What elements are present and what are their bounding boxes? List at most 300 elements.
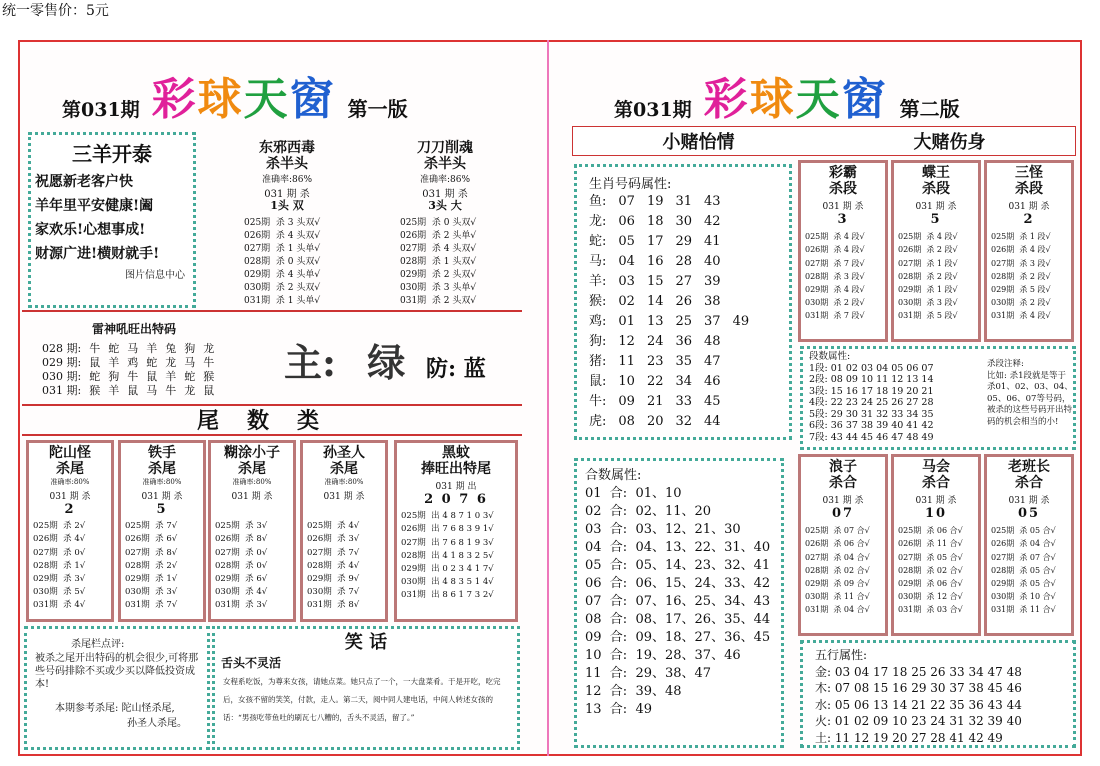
zodiac-row <box>583 192 755 212</box>
thunder-cell: 龙 <box>203 342 215 355</box>
zodiac-cell: 龙: <box>589 214 607 229</box>
panel-subtitle: 杀合 <box>922 475 950 492</box>
zodiac-cell: 15 <box>646 274 664 289</box>
zodiac-cell: 42 <box>704 214 721 229</box>
panel-title: 铁手 <box>148 445 176 461</box>
zodiac-cell: 猴: <box>589 294 607 309</box>
zodiac-cell: 11 <box>618 354 635 369</box>
wuxing-row: 金: 03 04 17 18 25 26 33 34 47 48 <box>815 664 1022 679</box>
thunder-cell: 蛇 <box>146 356 158 369</box>
record-line: 029期 杀 1 段√ <box>898 285 958 294</box>
panel-pick: 07 <box>831 506 855 522</box>
zodiac-cell: 41 <box>704 234 721 249</box>
zodiac-cell: 18 <box>646 214 664 229</box>
zodiac-row <box>583 292 755 312</box>
record-line: 030期 杀 2 头双√ <box>244 282 321 293</box>
record-list <box>894 230 978 322</box>
zodiac-row <box>583 252 755 272</box>
greeting-lines <box>31 170 193 266</box>
zodiac-cell: 05 <box>618 234 635 249</box>
combo-kill-row <box>798 454 1076 636</box>
zodiac-cell: 13 <box>646 314 664 329</box>
combo-row: 08 合: 08、17、26、35、44 <box>585 612 771 627</box>
record-line: 026期 杀 2 头单√ <box>400 230 477 241</box>
record-line: 025期 杀 2√ <box>33 521 86 532</box>
motto-banner <box>572 126 1076 156</box>
record-line: 031期 杀 7√ <box>125 600 178 611</box>
zodiac-cell: 33 <box>675 394 693 409</box>
zodiac-cell: 06 <box>618 214 635 229</box>
wuxing-row: 水: 05 06 13 14 21 22 35 36 43 44 <box>815 697 1022 712</box>
issue-number: 第031期 <box>62 99 140 121</box>
backup-value: 蓝 <box>463 356 486 382</box>
record-line: 026期 杀 8√ <box>215 534 268 545</box>
logo-char: 球 <box>749 74 796 125</box>
record-line: 028期 杀 0 头双√ <box>244 256 321 267</box>
zodiac-row <box>583 352 755 372</box>
edition-label: 第二版 <box>899 97 960 121</box>
combo-row: 13 合: 49 <box>585 702 652 717</box>
zodiac-cell: 43 <box>704 194 721 209</box>
record-list <box>211 520 293 612</box>
thunder-cell: 蛇 <box>89 370 101 383</box>
thunder-table <box>38 342 218 398</box>
panel-title: 黑蚊 <box>442 445 470 461</box>
zodiac-cell: 44 <box>704 414 721 429</box>
combo-list <box>577 461 781 719</box>
accuracy: 准确率:86% <box>419 175 471 186</box>
panel-title: 糊涂小子 <box>224 445 280 461</box>
panel-issue: 031 期 杀 <box>231 492 273 503</box>
record-list <box>397 510 515 602</box>
logo-char: 彩 <box>703 74 750 125</box>
main-label: 主: <box>284 340 337 385</box>
record-line: 031期 杀 5 段√ <box>898 311 958 321</box>
kill-panel <box>891 160 981 342</box>
thunder-cell: 鼠 <box>127 384 139 397</box>
greeting-footer: 图片信息中心 <box>125 270 185 281</box>
record-line: 028期 杀 2√ <box>125 560 178 571</box>
zodiac-cell: 猪: <box>589 354 607 369</box>
greeting-title: 三羊开泰 <box>72 142 152 166</box>
col-issue: 031 期 杀 <box>422 189 468 201</box>
record-line: 028期 杀 2 段√ <box>991 271 1051 281</box>
record-line: 030期 杀 3 段√ <box>898 298 958 308</box>
record-line: 031期 出 8 6 1 7 3 2√ <box>401 590 494 601</box>
right-header <box>614 62 960 125</box>
panel-pick: 10 <box>924 506 948 522</box>
zodiac-cell: 26 <box>675 294 693 309</box>
record-line: 029期 杀 5 段√ <box>991 285 1051 294</box>
zodiac-row <box>583 412 755 432</box>
zodiac-cell <box>727 332 756 352</box>
thunder-cell: 羊 <box>146 342 158 355</box>
zodiac-cell: 04 <box>618 254 635 269</box>
record-line: 025期 杀 1 段√ <box>991 232 1051 242</box>
zodiac-cell: 37 <box>704 314 721 329</box>
thunder-cell: 030 期: <box>42 370 82 383</box>
greeting-line: 祝愿新老客户快 <box>35 174 133 190</box>
panel-pick: 5 <box>156 502 168 518</box>
zodiac-cell: 38 <box>704 294 721 309</box>
col-pick: 1头 双 <box>270 199 304 213</box>
segattr-row: 1段: 01 02 03 04 05 06 07 <box>809 362 934 374</box>
zodiac-cell: 21 <box>646 394 664 409</box>
panel-issue: 031 期 杀 <box>1008 496 1050 507</box>
record-line: 027期 杀 3 段√ <box>991 258 1051 268</box>
combo-row: 03 合: 03、12、21、30 <box>585 522 741 537</box>
combo-row: 05 合: 05、14、23、32、41 <box>585 558 771 573</box>
panel-subtitle: 杀尾 <box>56 461 84 478</box>
wuxing-row: 土: 11 12 19 20 27 28 41 42 49 <box>815 730 1003 745</box>
zodiac-cell: 蛇: <box>589 234 607 249</box>
record-line: 029期 杀 4 头单√ <box>244 269 321 280</box>
panel-issue: 031 期 杀 <box>822 202 864 213</box>
thunder-cell: 羊 <box>108 356 120 369</box>
zodiac-cell: 虎: <box>589 414 607 429</box>
combo-row: 04 合: 04、13、22、31、40 <box>585 540 771 555</box>
kill-panel <box>984 160 1074 342</box>
record-line: 030期 出 4 8 3 5 1 4√ <box>401 577 494 588</box>
record-line: 028期 杀 1 头双√ <box>400 256 477 267</box>
panel-issue: 031 期 杀 <box>915 202 957 213</box>
zodiac-cell: 12 <box>618 334 635 349</box>
record-line: 030期 杀 12 合√ <box>898 592 963 602</box>
record-line: 029期 杀 05 合√ <box>991 579 1056 588</box>
thunder-cell: 蛇 <box>108 342 120 355</box>
thunder-cell: 鸡 <box>127 356 139 369</box>
record-line: 026期 杀 2 段√ <box>898 245 958 255</box>
thunder-cell: 029 期: <box>42 356 82 369</box>
tail-kill-row <box>26 440 526 622</box>
col-title: 刀刀削魂 <box>417 140 473 156</box>
panel-pick: 05 <box>1017 506 1041 522</box>
panel-issue: 031 期 杀 <box>822 496 864 507</box>
zodiac-cell: 19 <box>646 194 664 209</box>
panel-subtitle: 杀尾 <box>148 461 176 478</box>
record-line: 027期 杀 1 段√ <box>898 258 958 268</box>
wuxing-title: 五行属性: <box>815 648 868 662</box>
segattr-row: 6段: 36 37 38 39 40 41 42 <box>809 420 934 431</box>
record-line: 030期 杀 5√ <box>33 587 86 598</box>
panel-issue: 031 期 杀 <box>1008 202 1050 213</box>
record-line: 028期 杀 02 合√ <box>898 565 963 575</box>
backup-color <box>426 352 486 383</box>
record-line: 027期 杀 8√ <box>125 547 178 558</box>
col-pick: 3头 大 <box>428 199 462 213</box>
segattr-row: 2段: 08 09 10 11 12 13 14 <box>809 374 934 385</box>
thunder-cell: 兔 <box>165 342 177 355</box>
combo-row: 10 合: 19、28、37、46 <box>585 648 741 663</box>
zodiac-cell: 16 <box>646 254 664 269</box>
zodiac-cell: 29 <box>675 234 693 249</box>
joke-box <box>212 626 520 750</box>
retail-price: 统一零售价：5元 <box>2 3 109 19</box>
edition-label: 第一版 <box>347 97 408 121</box>
record-list <box>222 217 352 308</box>
record-line: 030期 杀 4√ <box>215 587 268 598</box>
record-list <box>303 520 385 612</box>
thunder-box <box>22 310 522 406</box>
panel-issue: 031 期 出 <box>435 482 477 493</box>
record-line: 029期 杀 3√ <box>33 574 86 584</box>
panel-title: 马会 <box>922 459 950 475</box>
thunder-cell: 蛇 <box>184 370 196 383</box>
logo-char: 天 <box>795 74 842 125</box>
record-list <box>380 217 510 308</box>
backup-label: 防: <box>426 356 457 382</box>
zodiac-cell: 23 <box>646 354 664 369</box>
record-line: 030期 杀 3 头单√ <box>400 282 477 293</box>
record-line: 027期 杀 7√ <box>307 547 360 558</box>
kill-head-col-1 <box>222 140 352 308</box>
zodiac-row <box>583 212 755 232</box>
thunder-title: 雷神吼旺出特码 <box>92 322 177 336</box>
record-line: 025期 杀 07 合√ <box>805 526 870 536</box>
zodiac-cell: 35 <box>675 354 693 369</box>
record-line: 031期 杀 2 头双√ <box>400 295 477 306</box>
combo-row: 07 合: 07、16、25、34、43 <box>585 594 771 609</box>
panel-title: 三怪 <box>1015 165 1043 181</box>
comment-ref <box>27 693 207 714</box>
zodiac-cell: 46 <box>704 374 721 389</box>
record-line: 029期 杀 9√ <box>307 574 360 584</box>
zodiac-cell: 20 <box>646 414 664 429</box>
record-line: 029期 出 0 2 3 4 1 7√ <box>401 564 494 574</box>
zodiac-cell: 34 <box>675 374 693 389</box>
record-line: 029期 杀 06 合√ <box>898 579 963 588</box>
record-line: 025期 杀 05 合√ <box>991 526 1056 536</box>
thunder-cell: 马 <box>127 342 139 355</box>
joke-body: 女程系吃饭，为尊来女孩，请她点菜。她只点了一个，一大盘菜肴。于是开吃，吃完后，女孩不留的笑笑，付款，走人。第二天，阅中同人建电话，中间人转述女孩的话：“男孩吃带鱼吐的刷瓦七八糟的，舌头不灵活，留了。” <box>223 676 501 722</box>
record-line: 027期 杀 1 头单√ <box>244 243 321 254</box>
record-line: 030期 杀 3√ <box>125 587 178 598</box>
wuxing-row: 火: 01 02 09 10 23 24 31 32 39 40 <box>815 714 1022 728</box>
record-line: 026期 杀 11 合√ <box>898 539 963 549</box>
thunder-cell: 031 期: <box>42 384 82 397</box>
zodiac-cell <box>727 372 756 392</box>
zodiac-row <box>583 392 755 412</box>
joke-subtitle: 舌头不灵活 <box>221 655 282 670</box>
segment-attr-box <box>800 346 1076 450</box>
record-line: 025期 杀 3 头双√ <box>244 217 321 228</box>
panel-title: 浪子 <box>829 459 857 475</box>
record-line: 031期 杀 11 合√ <box>991 605 1056 615</box>
zodiac-cell <box>727 252 756 272</box>
record-line: 029期 杀 6√ <box>215 574 268 584</box>
logo-char: 窗 <box>289 74 336 125</box>
record-line: 029期 杀 1√ <box>125 574 178 584</box>
zodiac-cell: 24 <box>646 334 664 349</box>
record-line: 030期 杀 2 段√ <box>805 298 865 308</box>
record-line: 028期 杀 05 合√ <box>991 565 1056 575</box>
zodiac-cell: 30 <box>675 214 693 229</box>
zodiac-cell: 狗: <box>589 334 607 349</box>
record-line: 027期 出 7 6 8 1 9 3√ <box>401 537 494 548</box>
zodiac-row <box>583 312 755 332</box>
thunder-cell: 牛 <box>89 342 101 355</box>
zodiac-cell: 02 <box>618 294 635 309</box>
thunder-cell: 鼠 <box>146 370 158 383</box>
segment-kill-row <box>798 160 1076 342</box>
record-line: 025期 杀 4√ <box>307 521 360 532</box>
record-list <box>29 520 111 612</box>
greeting-line: 家欢乐!心想事成! <box>35 222 146 238</box>
thunder-cell: 羊 <box>165 370 177 383</box>
logo <box>151 74 336 125</box>
panel-pick: 2 <box>1023 212 1035 228</box>
record-line: 028期 杀 1√ <box>33 560 86 571</box>
segattr-row: 5段: 29 30 31 32 33 34 35 <box>809 408 934 420</box>
kill-panel <box>300 440 388 622</box>
record-line: 029期 杀 2 头双√ <box>400 269 477 280</box>
record-line: 026期 杀 3√ <box>307 534 360 545</box>
zodiac-cell: 03 <box>618 274 635 289</box>
record-line: 026期 杀 4 头双√ <box>244 230 321 241</box>
record-line: 031期 杀 4 段√ <box>991 311 1051 321</box>
zodiac-cell: 36 <box>675 334 693 349</box>
thunder-cell: 狗 <box>108 370 120 383</box>
logo-char: 天 <box>243 74 290 125</box>
comment-body: 被杀之尾开出特码的机会很少,可将那些号码排除不买或少买以降低投资成本! <box>35 653 199 690</box>
segment-note <box>987 359 1073 428</box>
thunder-cell: 马 <box>184 356 196 369</box>
zodiac-row <box>583 332 755 352</box>
zodiac-cell: 32 <box>675 414 693 429</box>
panel-pick: 2 0 7 6 <box>424 492 488 508</box>
thunder-cell: 马 <box>146 384 158 397</box>
zodiac-cell: 09 <box>618 394 635 409</box>
segattr-title: 段数属性: <box>809 351 851 362</box>
record-line: 031期 杀 3√ <box>215 600 268 611</box>
combo-box <box>574 458 784 748</box>
comment-title: 杀尾栏点评: <box>71 639 125 650</box>
zodiac-cell <box>727 232 756 252</box>
zodiac-cell <box>727 212 756 232</box>
zodiac-cell: 08 <box>618 414 635 429</box>
note-title: 杀段注释: <box>987 359 1024 369</box>
panel-subtitle: 杀段 <box>1015 181 1043 198</box>
record-list <box>121 520 203 612</box>
thunder-row <box>38 370 218 384</box>
record-line: 025期 杀 3√ <box>215 521 268 532</box>
thunder-cell: 牛 <box>203 356 215 369</box>
thunder-cell: 牛 <box>127 370 139 383</box>
zodiac-cell: 45 <box>704 394 721 409</box>
zodiac-table <box>583 192 755 432</box>
left-header <box>62 62 408 125</box>
zodiac-cell: 14 <box>646 294 664 309</box>
record-list <box>801 524 885 616</box>
record-line: 028期 杀 4√ <box>307 560 360 571</box>
zodiac-cell: 31 <box>675 194 693 209</box>
panel-title: 孙圣人 <box>323 445 365 461</box>
logo-char: 窗 <box>841 74 888 125</box>
thunder-cell: 羊 <box>108 384 120 397</box>
ref-item: 陀山怪杀尾, <box>121 703 175 714</box>
kill-panel <box>26 440 114 622</box>
record-list <box>987 230 1071 322</box>
record-line: 030期 杀 7√ <box>307 587 360 598</box>
record-line: 025期 出 4 8 7 1 0 3√ <box>401 511 494 522</box>
record-line: 030期 杀 10 合√ <box>991 592 1056 602</box>
record-line: 028期 杀 02 合√ <box>805 565 870 575</box>
issue-number: 第031期 <box>614 99 692 121</box>
col-issue: 031 期 杀 <box>264 189 310 201</box>
thunder-cell: 猴 <box>203 370 215 383</box>
wuxing-list <box>803 643 1073 746</box>
record-line: 026期 杀 06 合√ <box>805 539 870 549</box>
record-line: 028期 出 4 1 8 3 2 5√ <box>401 550 494 561</box>
ref-label: 本期参考杀尾: <box>55 703 119 714</box>
comment-box <box>24 626 210 750</box>
record-line: 031期 杀 03 合√ <box>898 605 963 615</box>
greeting-line: 财源广进!横财就手! <box>35 246 160 262</box>
zodiac-cell <box>727 392 756 412</box>
record-line: 030期 杀 11 合√ <box>805 592 870 602</box>
zodiac-cell: 49 <box>732 314 750 329</box>
zodiac-row <box>583 272 755 292</box>
motto-left: 小赌怡情 <box>662 132 735 153</box>
panel-subtitle: 杀合 <box>829 475 857 492</box>
combo-row: 09 合: 09、18、27、36、45 <box>585 630 771 645</box>
record-line: 026期 杀 4 段√ <box>991 245 1051 255</box>
kill-panel <box>984 454 1074 636</box>
kill-head-col-2 <box>380 140 510 308</box>
segattr-row: 4段: 22 23 24 25 26 27 28 <box>809 397 934 408</box>
zodiac-cell: 28 <box>675 254 693 269</box>
combo-row: 11 合: 29、38、47 <box>585 666 712 681</box>
note-body: 比如: 杀1段就是等于杀01、02、03、04、05、06、07等号码，被杀的这些号码开出特码的机会相当的小! <box>987 370 1073 427</box>
panel-issue: 031 期 杀 <box>915 496 957 507</box>
record-line: 029期 杀 4 段√ <box>805 285 865 294</box>
record-line: 031期 杀 8√ <box>307 600 360 611</box>
record-line: 025期 杀 4 段√ <box>805 232 865 242</box>
accuracy: 准确率:80% <box>142 478 182 487</box>
zodiac-cell: 47 <box>704 354 721 369</box>
panel-title: 蝶王 <box>922 165 950 181</box>
zodiac-cell: 马: <box>589 254 607 269</box>
record-line: 026期 杀 04 合√ <box>991 539 1056 549</box>
panel-title: 彩霸 <box>829 165 857 181</box>
wuxing-box <box>800 640 1076 748</box>
zodiac-box <box>574 164 792 440</box>
combo-row: 01 合: 01、10 <box>585 486 682 501</box>
record-line: 027期 杀 04 合√ <box>805 552 870 562</box>
panel-subtitle: 杀段 <box>829 181 857 198</box>
record-line: 027期 杀 7 段√ <box>805 258 865 268</box>
zodiac-cell: 鸡: <box>589 314 607 329</box>
record-line: 025期 杀 4 段√ <box>898 232 958 242</box>
zodiac-title: 生肖号码属性: <box>589 177 672 192</box>
panel-issue: 031 期 杀 <box>49 492 91 503</box>
zodiac-cell: 17 <box>646 234 664 249</box>
greeting-box <box>28 132 196 308</box>
thunder-cell: 鼠 <box>89 356 101 369</box>
panel-subtitle: 杀段 <box>922 181 950 198</box>
record-line: 027期 杀 0√ <box>33 547 86 558</box>
panel-pick <box>211 502 293 518</box>
zodiac-cell: 鼠: <box>589 374 607 389</box>
record-list <box>894 524 978 616</box>
col-subtitle: 杀半头 <box>266 156 308 173</box>
panel-issue: 031 期 杀 <box>323 492 365 503</box>
record-line: 028期 杀 2 段√ <box>898 271 958 281</box>
main-value: 绿 <box>367 340 406 385</box>
record-line: 025期 杀 0 头双√ <box>400 217 477 228</box>
zodiac-cell: 鱼: <box>589 194 607 209</box>
col-title: 东邪西毒 <box>259 140 315 156</box>
